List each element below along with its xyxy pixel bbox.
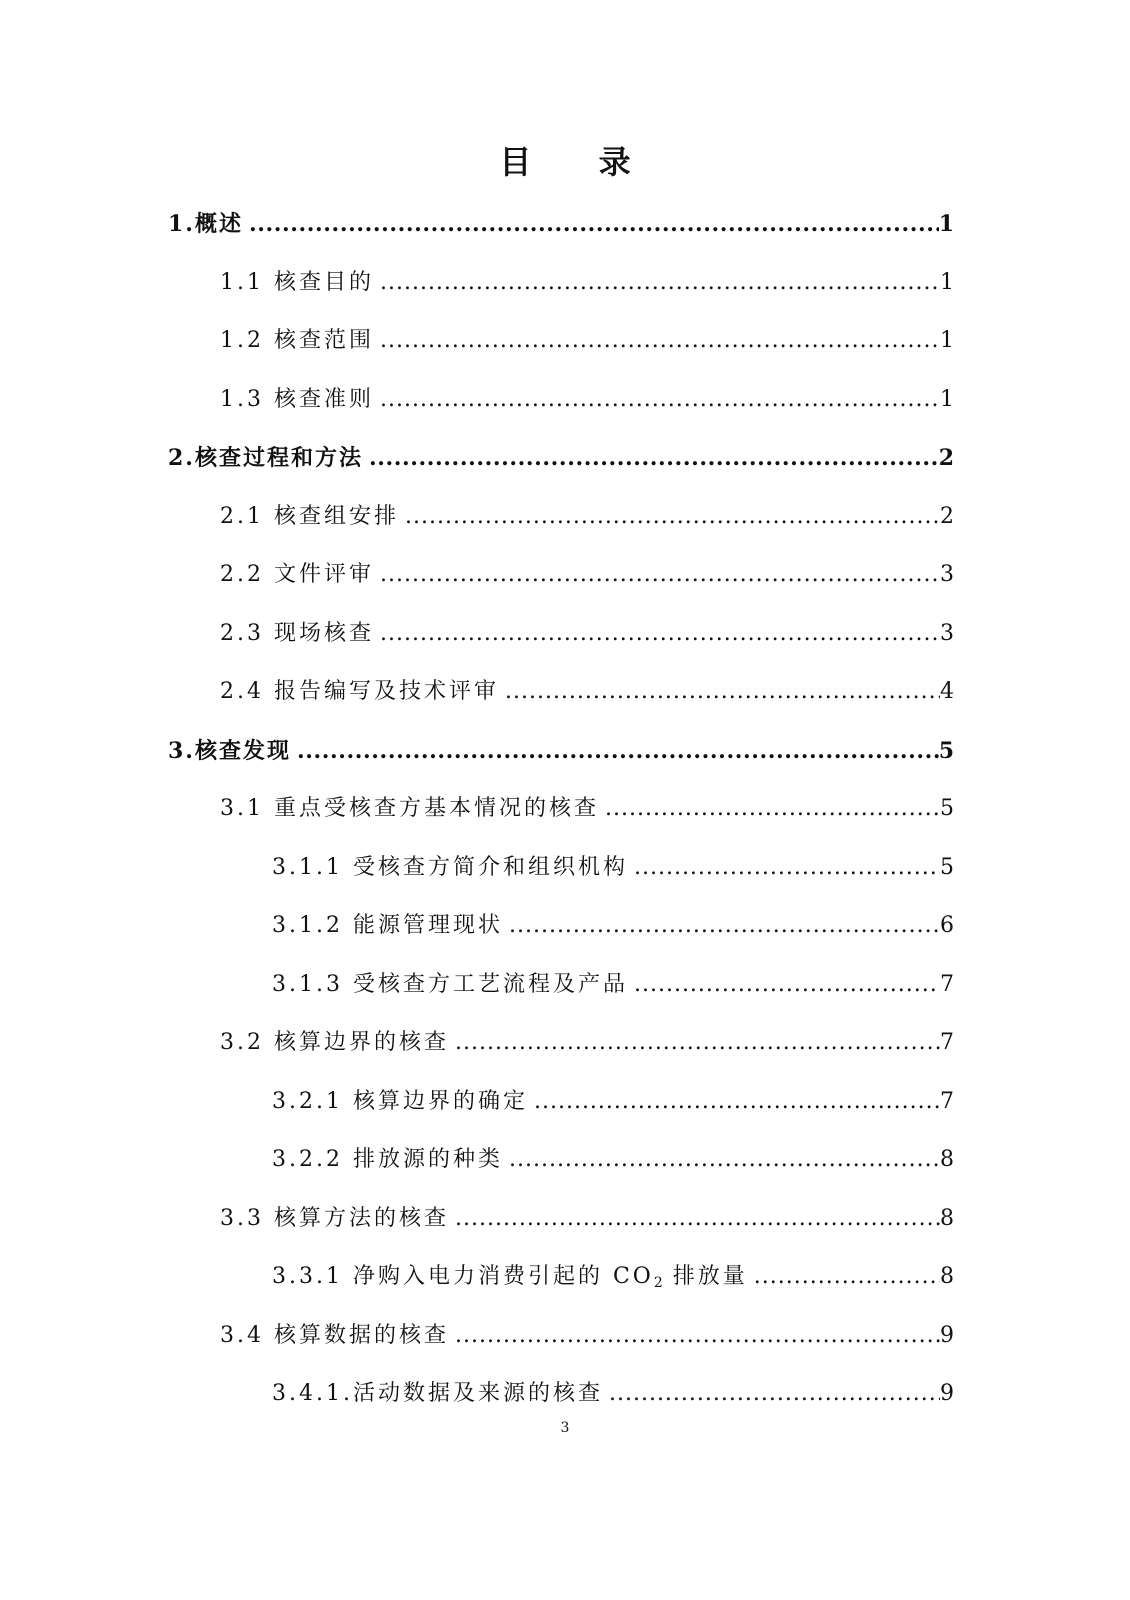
toc-entry-3-4[interactable] [0, 1307, 1130, 1366]
toc-entry-1-2[interactable] [0, 312, 1130, 371]
toc-entry-label: 3.核查发现 [168, 737, 291, 764]
toc-leader-dots [369, 429, 939, 488]
page-number: 3 [560, 1420, 570, 1436]
co2-subscript: 2 [653, 1275, 663, 1291]
toc-leader-dots [609, 1365, 940, 1424]
toc-leader-dots [380, 312, 940, 371]
toc-leader-dots [405, 488, 940, 547]
toc-entry-label: 3.2.1 核算边界的确定 [272, 1088, 528, 1114]
toc-entry-page: 5 [938, 737, 954, 764]
toc-entry-3-2-2[interactable] [0, 1131, 1130, 1190]
toc-entry-label: 3.1.3 受核查方工艺流程及产品 [272, 971, 628, 997]
toc-entry-label: 3.2.2 排放源的种类 [272, 1147, 503, 1172]
toc-entry-label: 3.4.1.活动数据及来源的核查 [272, 1381, 603, 1406]
toc-leader-dots [634, 839, 940, 898]
toc-entry-3-2-1[interactable] [0, 1073, 1130, 1132]
toc-entry-page: 1 [940, 269, 954, 295]
toc-entry-label: 3.1.1 受核查方简介和组织机构 [272, 854, 628, 880]
toc-leader-dots [380, 605, 940, 664]
toc-entry-3-3-1[interactable] [0, 1248, 1130, 1307]
toc-entry-3-3[interactable] [0, 1190, 1130, 1249]
toc-entry-3-4-1[interactable] [0, 1365, 1130, 1424]
toc-entry-page: 7 [940, 971, 954, 997]
toc-entry-2[interactable] [0, 429, 1130, 488]
toc-entry-page: 9 [940, 1381, 954, 1406]
toc-leader-dots [509, 897, 940, 956]
toc-entry-3-1-2[interactable] [0, 897, 1130, 956]
toc-entry-page: 3 [940, 620, 954, 646]
page-title: 目 录 [499, 143, 659, 181]
toc-entry-label: 2.2 文件评审 [220, 562, 374, 587]
toc-entry-page: 5 [940, 796, 954, 821]
toc-entry-page: 6 [940, 913, 954, 938]
toc-entry-page: 2 [938, 445, 954, 471]
toc-leader-dots [249, 195, 939, 254]
toc-leader-dots [534, 1073, 940, 1132]
toc-entry-page: 1 [938, 211, 954, 237]
toc-leader-dots [297, 722, 939, 781]
toc-entry-label: 2.1 核查组安排 [220, 503, 399, 529]
toc-entry-2-3[interactable] [0, 605, 1130, 664]
toc-entry-label: 3.1.2 能源管理现状 [272, 913, 503, 938]
toc-leader-dots [455, 1190, 940, 1249]
toc-entry-2-4[interactable] [0, 663, 1130, 722]
toc-leader-dots [634, 956, 940, 1015]
toc-leader-dots [605, 780, 940, 839]
toc-entry-label: 3.4 核算数据的核查 [220, 1322, 449, 1348]
toc-entry-1[interactable] [0, 195, 1130, 254]
toc-entry-3-1-3[interactable] [0, 956, 1130, 1015]
toc-leader-dots [380, 254, 940, 313]
toc-entry-label: 3.1 重点受核查方基本情况的核查 [220, 796, 599, 821]
toc-entry-3-1-1[interactable] [0, 839, 1130, 898]
toc-entry-3-1[interactable] [0, 780, 1130, 839]
toc-entry-label: 1.1 核查目的 [220, 269, 374, 295]
toc-leader-dots [380, 371, 940, 430]
toc-leader-dots [455, 1014, 940, 1073]
toc-entry-label: 1.概述 [168, 211, 243, 237]
toc-entry-label: 2.核查过程和方法 [168, 445, 363, 471]
toc-entry-page: 3 [940, 562, 954, 587]
toc-entry-2-1[interactable] [0, 488, 1130, 547]
toc-entry-page: 8 [940, 1264, 954, 1289]
toc-entry-label: 1.2 核查范围 [220, 328, 374, 353]
toc-entry-2-2[interactable] [0, 546, 1130, 605]
toc-entry-label: 3.2 核算边界的核查 [220, 1030, 449, 1055]
toc-leader-dots [455, 1307, 940, 1366]
toc-entry-page: 4 [940, 679, 954, 704]
toc-entry-page: 1 [940, 328, 954, 353]
toc-entry-label [272, 1248, 754, 1309]
toc-entry-page: 2 [940, 503, 954, 529]
toc-entry-page: 8 [940, 1147, 954, 1172]
toc-entry-label-prefix: 3.3.1 净购入电力消费引起的 CO [272, 1264, 654, 1289]
toc-entry-label: 2.3 现场核查 [220, 620, 374, 646]
toc-entry-label: 2.4 报告编写及技术评审 [220, 679, 499, 704]
toc-entry-label-suffix: 排放量 [662, 1264, 748, 1289]
toc-entry-page: 5 [940, 854, 954, 880]
toc-entry-1-3[interactable] [0, 371, 1130, 430]
toc-entry-label: 3.3 核算方法的核查 [220, 1205, 449, 1231]
toc-entry-page: 8 [940, 1205, 954, 1231]
toc-entry-page: 9 [940, 1322, 954, 1348]
toc-leader-dots [509, 1131, 940, 1190]
table-of-contents [0, 195, 1130, 1424]
toc-leader-dots [754, 1248, 940, 1307]
toc-entry-label: 1.3 核查准则 [220, 386, 374, 412]
toc-leader-dots [505, 663, 940, 722]
toc-entry-page: 7 [940, 1030, 954, 1055]
toc-entry-1-1[interactable] [0, 254, 1130, 313]
toc-entry-3-2[interactable] [0, 1014, 1130, 1073]
toc-entry-page: 7 [940, 1088, 954, 1114]
toc-entry-3[interactable] [0, 722, 1130, 781]
toc-entry-page: 1 [940, 386, 954, 412]
toc-leader-dots [380, 546, 940, 605]
